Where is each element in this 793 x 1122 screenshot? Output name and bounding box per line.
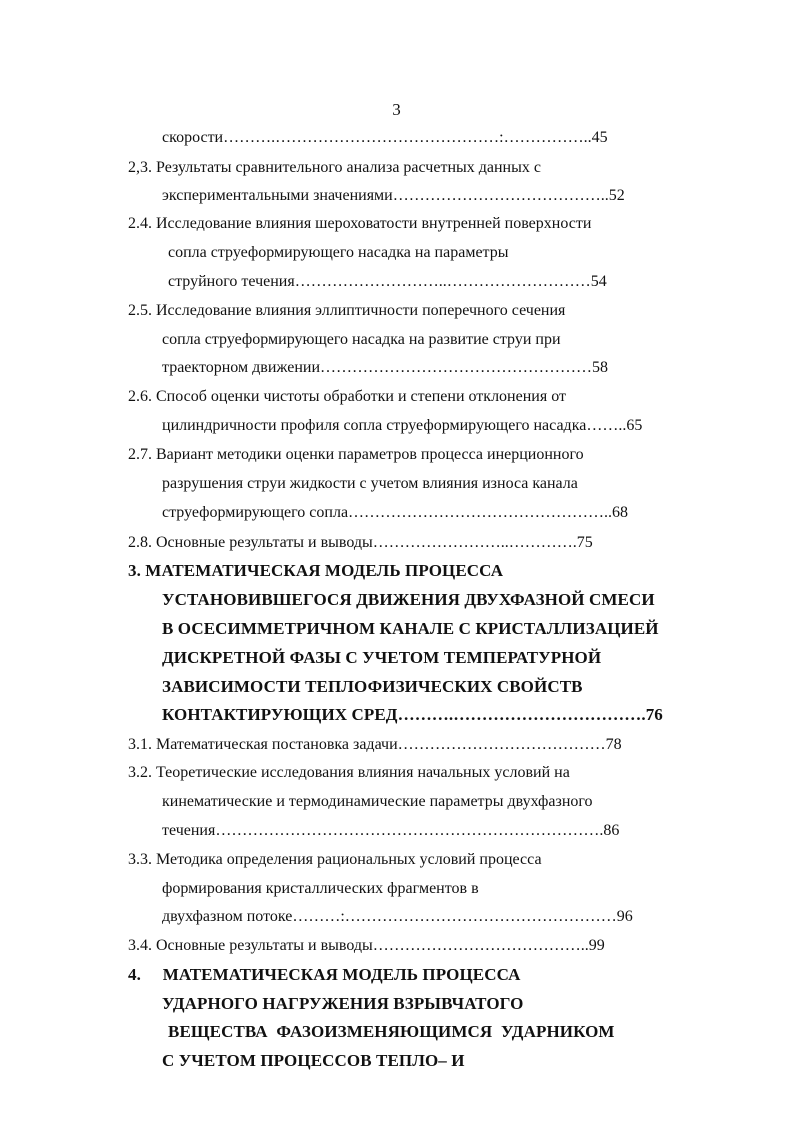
toc-line: 2.6. Способ оценки чистоты обработки и степени отклонения от: [128, 388, 566, 405]
toc-chapter-title: 3. МАТЕМАТИЧЕСКАЯ МОДЕЛЬ ПРОЦЕССА: [128, 561, 504, 580]
toc-chapter-title: В ОСЕСИММЕТРИЧНОМ КАНАЛЕ С КРИСТАЛЛИЗАЦИЕЙ: [162, 619, 659, 638]
toc-line: течения……………………………………………………………….86: [162, 822, 620, 839]
toc-line: разрушения струи жидкости с учетом влияния износа канала: [162, 475, 578, 492]
toc-line: кинематические и термодинамические параметры двухфазного: [162, 793, 593, 810]
toc-line: 2.4. Исследование влияния шероховатости внутренней поверхности: [128, 215, 592, 232]
toc-line: 2.7. Вариант методики оценки параметров процесса инерционного: [128, 446, 584, 463]
toc-line: 2.5. Исследование влияния эллиптичности поперечного сечения: [128, 302, 566, 319]
toc-line: двухфазном потоке………:……………………………………………96: [162, 908, 633, 925]
toc-chapter-title: ВЕЩЕСТВА ФАЗОИЗМЕНЯЮЩИМСЯ УДАРНИКОМ: [168, 1022, 615, 1041]
toc-line: 2.8. Основные результаты и выводы……………………..………….75: [128, 534, 593, 551]
page-number: 3: [392, 100, 401, 119]
toc-chapter-title: УСТАНОВИВШЕГОСЯ ДВИЖЕНИЯ ДВУХФАЗНОЙ СМЕСИ: [162, 590, 655, 609]
toc-line: сопла струеформирующего насадка на развитие струи при: [162, 331, 561, 348]
toc-chapter-title: ЗАВИСИМОСТИ ТЕПЛОФИЗИЧЕСКИХ СВОЙСТВ: [162, 677, 583, 696]
toc-line: траекторном движении……………………………………………58: [162, 359, 609, 376]
toc-chapter-title: С УЧЕТОМ ПРОЦЕССОВ ТЕПЛО– И: [162, 1051, 465, 1070]
toc-line: 3.1. Математическая постановка задачи…………………………………78: [128, 736, 622, 753]
toc-chapter-title: УДАРНОГО НАГРУЖЕНИЯ ВЗРЫВЧАТОГО: [162, 994, 524, 1013]
toc-line: формирования кристаллических фрагментов в: [162, 880, 479, 897]
toc-line: экспериментальными значениями…………………………………..52: [162, 187, 625, 204]
toc-line: 3.3. Методика определения рациональных условий процесса: [128, 851, 542, 868]
toc-line: скорости……….……………………………………:……………..45: [162, 129, 608, 146]
toc-line: струеформирующего сопла…………………………………………..68: [162, 504, 629, 521]
toc-line: струйного течения………………………..………………………54: [168, 273, 607, 290]
toc-line: 3.2. Теоретические исследования влияния начальных условий на: [128, 764, 570, 781]
toc-chapter-title: КОНТАКТИРУЮЩИХ СРЕД……….…………………………….76: [162, 705, 663, 724]
toc-line: цилиндричности профиля сопла струеформирующего насадка……..65: [162, 417, 643, 434]
toc-line: сопла струеформирующего насадка на параметры: [168, 244, 509, 261]
toc-line: 2,3. Результаты сравнительного анализа расчетных данных с: [128, 159, 541, 176]
toc-chapter-title: ДИСКРЕТНОЙ ФАЗЫ С УЧЕТОМ ТЕМПЕРАТУРНОЙ: [162, 648, 602, 667]
toc-line: 3.4. Основные результаты и выводы…………………………………..99: [128, 937, 605, 954]
toc-chapter-title: 4. МАТЕМАТИЧЕСКАЯ МОДЕЛЬ ПРОЦЕССА: [128, 965, 521, 984]
